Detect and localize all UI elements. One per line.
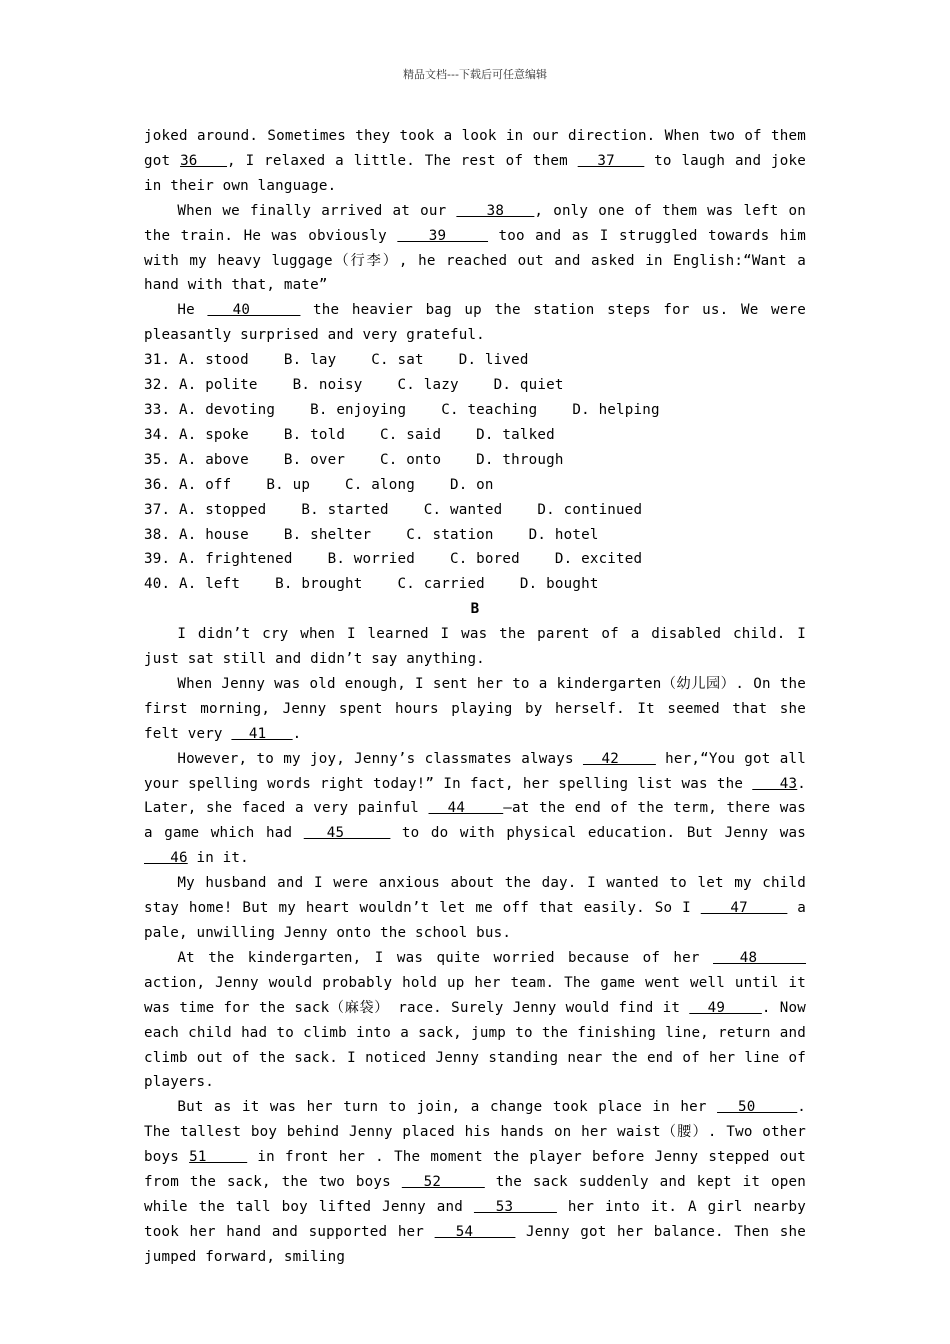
paragraph-text: . Now each child had to climb into a sack, jump to the finishing line, return and climb out of the sack. I noticed Jenny standing near the end of her line of players. bbox=[144, 999, 806, 1091]
paragraph-text: . Later, she faced a very painful bbox=[144, 775, 806, 817]
option-line-34: 34. A. spoke B. told C. said D. talked bbox=[144, 426, 555, 443]
option-line-38: 38. A. house B. shelter C. station D. hotel bbox=[144, 526, 599, 543]
option-line-39: 39. A. frightened B. worried C. bored D. excited bbox=[144, 551, 643, 568]
paragraph-text: He bbox=[177, 302, 208, 319]
page-header: 精品文档---下载后可任意编辑 bbox=[403, 68, 547, 81]
answer-blank: 52 bbox=[401, 1174, 485, 1191]
answer-blank: 42 bbox=[582, 750, 656, 767]
passage-b-paragraph-2 bbox=[144, 672, 806, 747]
paragraph-text: . bbox=[292, 725, 302, 742]
passage-b-paragraph-1 bbox=[144, 622, 806, 672]
paragraph-text: her into it. A girl nearby took her hand and supported her bbox=[144, 1198, 806, 1240]
paragraph-text: . The tallest boy behind Jenny placed his hands on her waist（腰）. Two other boys bbox=[144, 1099, 806, 1166]
answer-blank: 38 bbox=[456, 202, 535, 219]
answer-blank: 44 bbox=[428, 800, 504, 817]
option-line-35: 35. A. above B. over C. onto D. through bbox=[144, 451, 564, 468]
paragraph-text: in front her . The moment the player before Jenny stepped out from the sack, the two boys bbox=[144, 1149, 806, 1191]
option-line-37: 37. A. stopped B. started C. wanted D. continued bbox=[144, 501, 643, 518]
passage-a-paragraph-1 bbox=[144, 124, 806, 199]
options-list bbox=[144, 348, 806, 597]
answer-blank: 40 bbox=[207, 302, 301, 319]
answer-blank: 36 bbox=[180, 152, 228, 169]
paragraph-text: action, Jenny would probably hold up her team. The game went well until it was time for the sack（麻袋） race. Surely Jenny would find it bbox=[144, 974, 806, 1016]
option-line-40: 40. A. left B. brought C. carried D. bought bbox=[144, 576, 599, 593]
option-line-31: 31. A. stood B. lay C. sat D. lived bbox=[144, 352, 529, 369]
passage-a-paragraph-3 bbox=[144, 298, 806, 348]
passage-b-paragraph-3 bbox=[144, 747, 806, 872]
paragraph-text: too and as I struggled towards him with my heavy luggage（行李）, he reached out and asked in English:“Want a hand with that, mate” bbox=[144, 227, 806, 294]
answer-blank: 46 bbox=[144, 850, 188, 867]
answer-blank: 45 bbox=[303, 825, 391, 842]
document-body bbox=[144, 124, 806, 1270]
paragraph-text: My husband and I were anxious about the day. I wanted to let my child stay home! But my heart wouldn’t let me off that easily. So I bbox=[144, 875, 806, 917]
paragraph-text: to laugh and joke in their own language. bbox=[144, 152, 806, 194]
passage-b-paragraph-6 bbox=[144, 1095, 806, 1269]
paragraph-text: At the kindergarten, I was quite worried because of her bbox=[177, 949, 714, 966]
paragraph-text: When we finally arrived at our bbox=[177, 202, 457, 219]
paragraph-text: I didn’t cry when I learned I was the parent of a disabled child. I just sat still and didn’t say anything. bbox=[144, 626, 806, 668]
paragraph-text: the sack suddenly and kept it open while the tall boy lifted Jenny and bbox=[144, 1174, 806, 1215]
paragraph-text: , I relaxed a little. The rest of them bbox=[227, 152, 578, 169]
paragraph-text: However, to my joy, Jenny’s classmates always bbox=[177, 750, 583, 767]
paragraph-text: —at the end of the term, there was a game which had bbox=[144, 800, 807, 842]
answer-blank: 50 bbox=[717, 1099, 798, 1116]
answer-blank: 51 bbox=[189, 1149, 248, 1166]
paragraph-text: When Jenny was old enough, I sent her to a kindergarten（幼儿园）. On the first morning, Jenny spent hours playing by herself. It seemed that she felt very bbox=[144, 675, 806, 742]
section-b-title: B bbox=[470, 601, 480, 618]
paragraph-text: joked around. Sometimes they took a look in our direction. When two of them got bbox=[144, 128, 806, 169]
answer-blank: 37 bbox=[577, 152, 645, 169]
paragraph-text: But as it was her turn to join, a change took place in her bbox=[177, 1099, 718, 1116]
paragraph-text: her,“You got all your spelling words right today!” In fact, her spelling list was the bbox=[144, 750, 806, 792]
paragraph-text: a pale, unwilling Jenny onto the school bus. bbox=[144, 900, 806, 941]
paragraph-text: , only one of them was left on the train. He was obviously bbox=[144, 202, 807, 244]
answer-blank: 49 bbox=[689, 999, 762, 1016]
answer-blank: 39 bbox=[397, 227, 489, 244]
answer-blank: 54 bbox=[434, 1223, 516, 1240]
paragraph-text: to do with physical education. But Jenny was bbox=[390, 825, 807, 842]
paragraph-text: Jenny got her balance. Then she jumped forward, smiling bbox=[144, 1223, 807, 1265]
answer-blank: 41 bbox=[231, 725, 293, 742]
paragraph-text: the heavier bag up the station steps for us. We were pleasantly surprised and very grateful. bbox=[144, 302, 807, 344]
answer-blank: 53 bbox=[473, 1198, 557, 1215]
answer-blank: 43 bbox=[752, 775, 798, 792]
answer-blank: 47 bbox=[700, 900, 788, 917]
option-line-33: 33. A. devoting B. enjoying C. teaching D. helping bbox=[144, 401, 660, 418]
passage-b-paragraph-5 bbox=[144, 946, 806, 1095]
option-line-36: 36. A. off B. up C. along D. on bbox=[144, 476, 494, 493]
paragraph-text: in it. bbox=[187, 850, 249, 867]
answer-blank: 48 bbox=[713, 949, 807, 966]
option-line-32: 32. A. polite B. noisy C. lazy D. quiet bbox=[144, 377, 564, 394]
passage-a-paragraph-2 bbox=[144, 199, 806, 299]
passage-b-paragraph-4 bbox=[144, 871, 806, 946]
